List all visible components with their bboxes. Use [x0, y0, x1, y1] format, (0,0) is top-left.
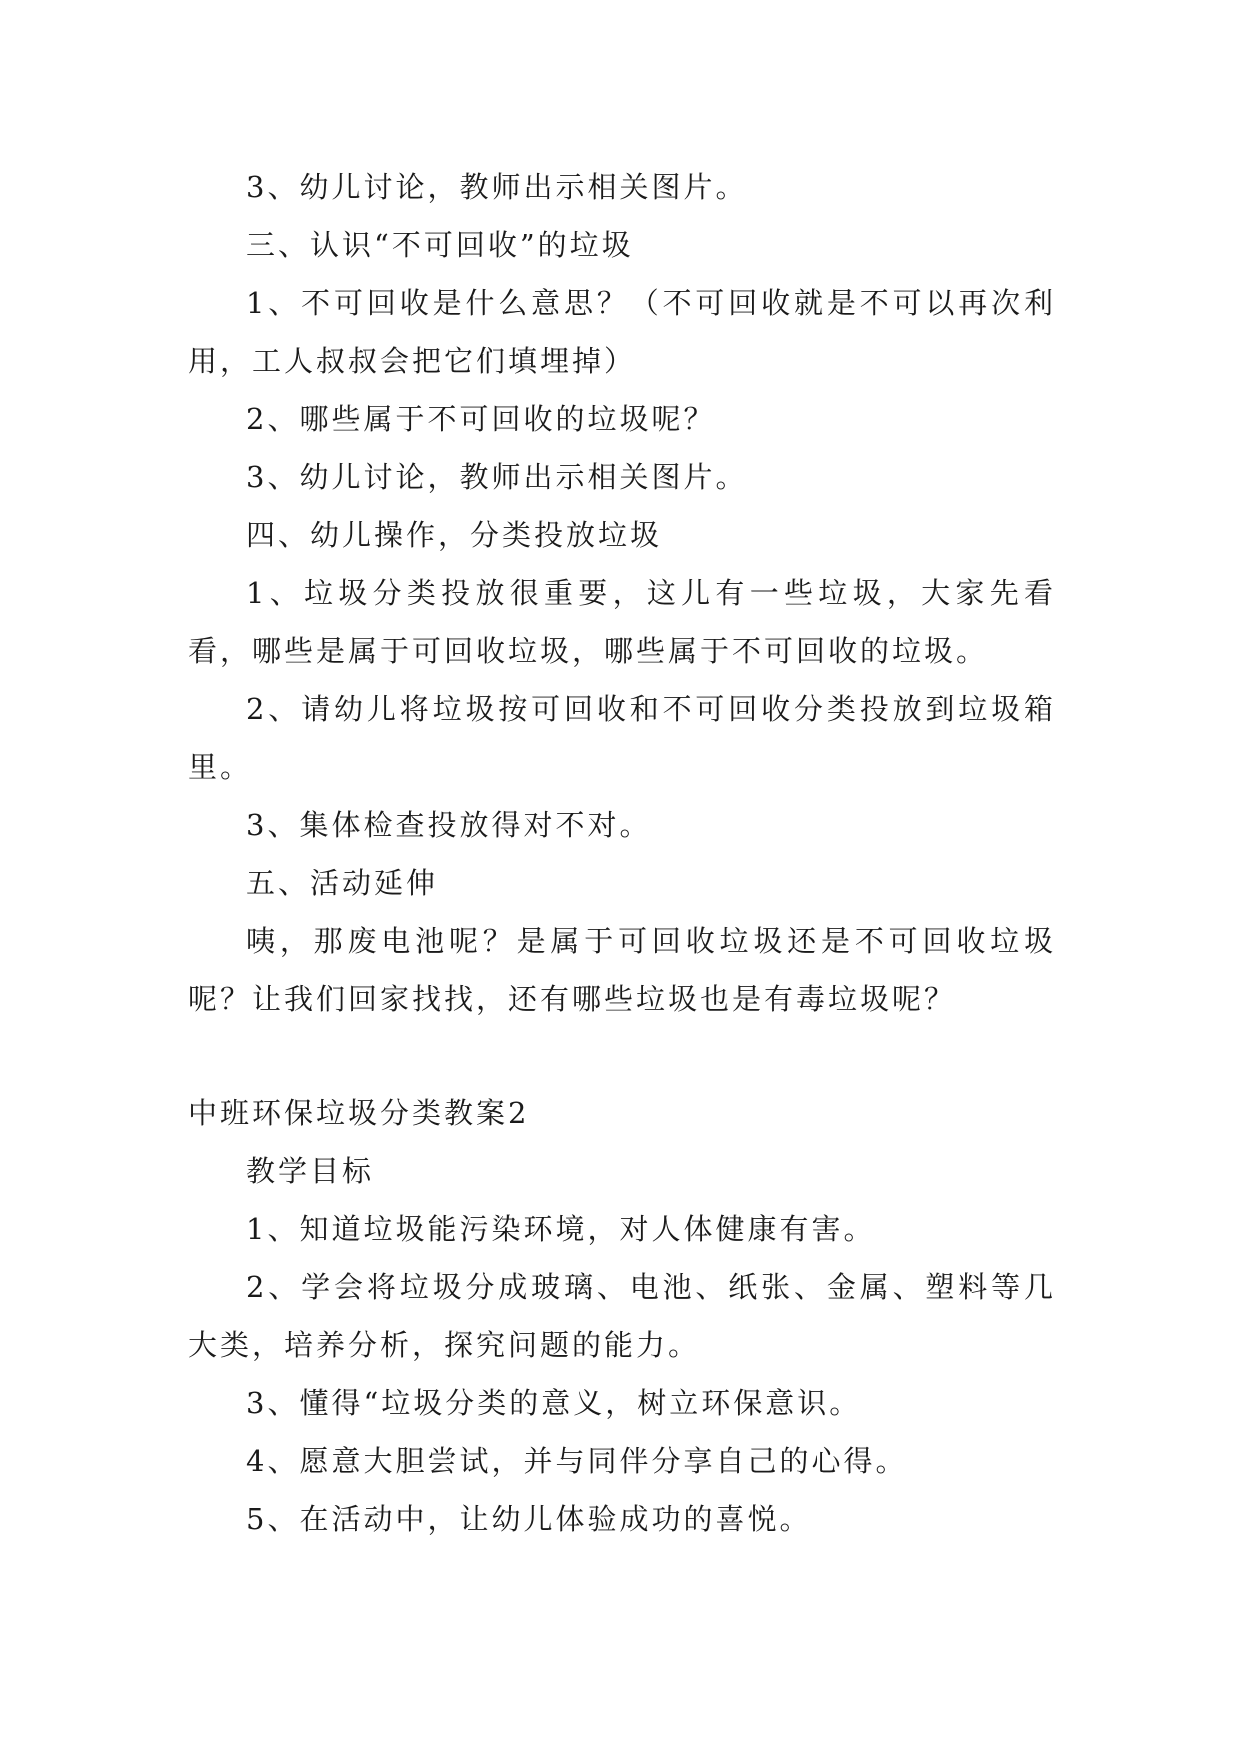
paragraph: 3、集体检查投放得对不对。 — [246, 808, 652, 842]
paragraph: 1、知道垃圾能污染环境，对人体健康有害。 — [246, 1212, 876, 1246]
section-heading: 教学目标 — [246, 1154, 375, 1188]
paragraph: 1、垃圾分类投放很重要，这儿有一些垃圾，大家先看看，哪些是属于可回收垃圾，哪些属于不可回收的垃圾。 — [188, 576, 1056, 668]
paragraph: 3、幼儿讨论，教师出示相关图片。 — [246, 460, 748, 494]
paragraph: 1、不可回收是什么意思？（不可回收就是不可以再次利用，工人叔叔会把它们填埋掉） — [188, 286, 1056, 378]
paragraph: 2、哪些属于不可回收的垃圾呢？ — [246, 402, 716, 436]
paragraph: 4、愿意大胆尝试，并与同伴分享自己的心得。 — [246, 1444, 908, 1478]
paragraph: 2、学会将垃圾分成玻璃、电池、纸张、金属、塑料等几大类，培养分析，探究问题的能力。 — [188, 1270, 1056, 1362]
section-heading: 四、幼儿操作，分类投放垃圾 — [246, 518, 663, 552]
section-heading: 三、认识“不可回收”的垃圾 — [246, 228, 634, 262]
paragraph: 咦，那废电池呢？是属于可回收垃圾还是不可回收垃圾呢？让我们回家找找，还有哪些垃圾也是有毒垃圾呢？ — [188, 924, 1056, 1016]
section-heading: 五、活动延伸 — [246, 866, 439, 900]
paragraph: 3、懂得“垃圾分类的意义，树立环保意识。 — [246, 1386, 862, 1420]
document-title: 中班环保垃圾分类教案2 — [188, 1096, 530, 1130]
paragraph: 2、请幼儿将垃圾按可回收和不可回收分类投放到垃圾箱里。 — [188, 692, 1056, 784]
paragraph: 3、幼儿讨论，教师出示相关图片。 — [246, 170, 748, 204]
paragraph: 5、在活动中，让幼儿体验成功的喜悦。 — [246, 1502, 812, 1536]
document-body — [188, 158, 1056, 1548]
